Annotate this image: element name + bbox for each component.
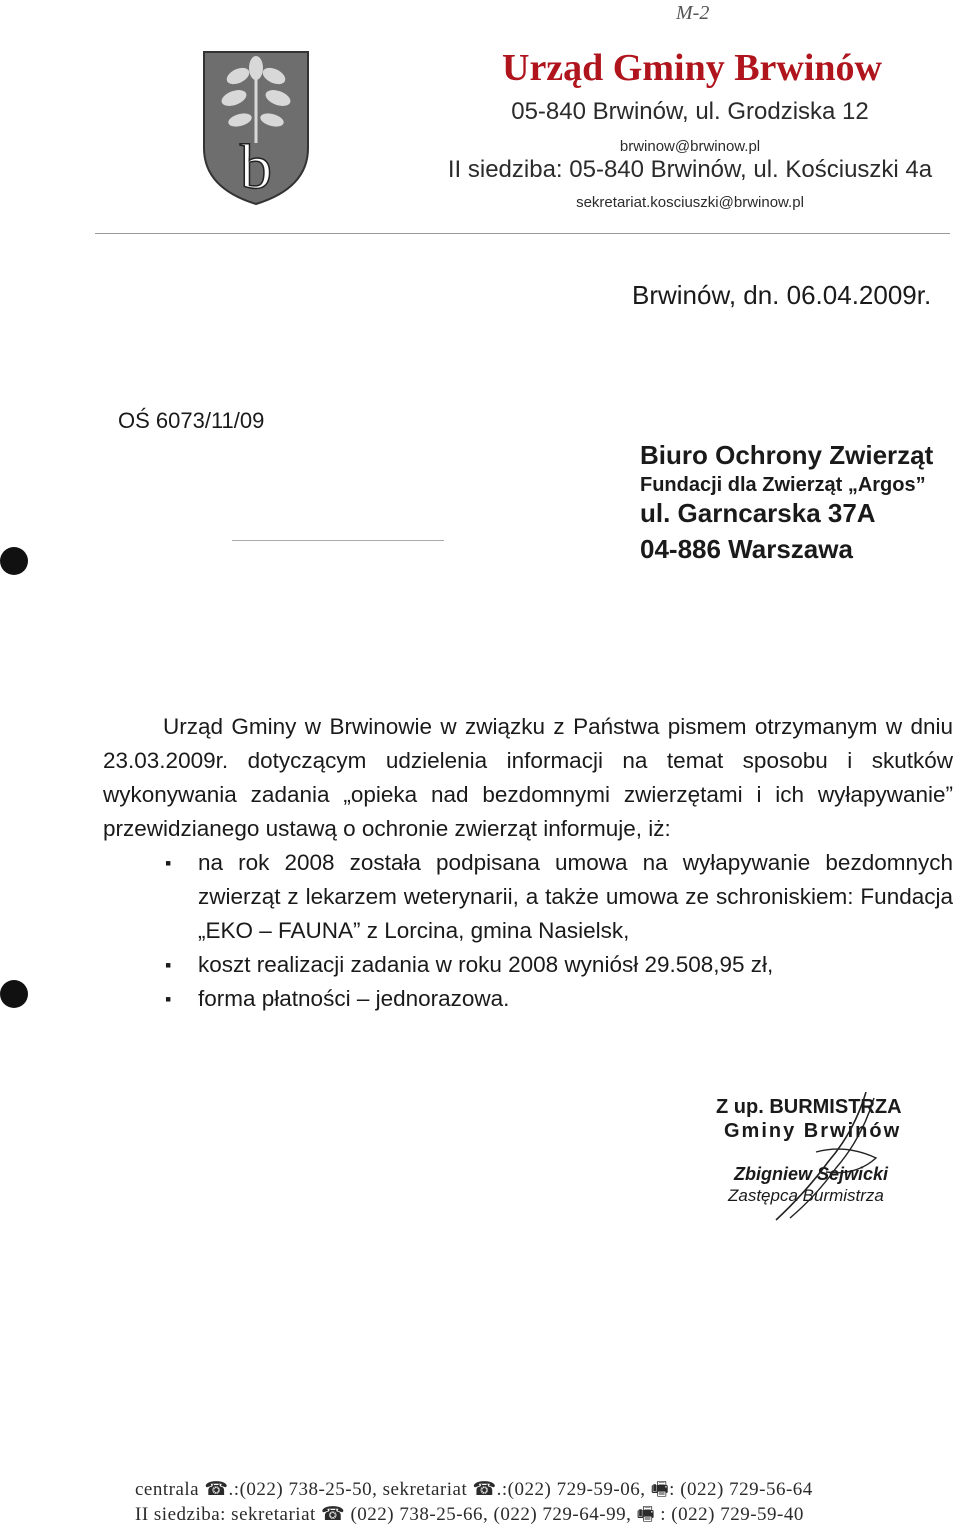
- signature-stamp: [716, 1092, 926, 1212]
- letter-date: Brwinów, dn. 06.04.2009r.: [632, 280, 932, 310]
- list-item: ▪ na rok 2008 została podpisana umowa na wyłapywanie bezdomnych zwierząt z lekarzem weterynarii, a także umowa ze schroniskiem: Fundacja „EKO – FAUNA” z Lorcina, gmina Nasielsk,: [103, 846, 953, 948]
- punch-hole: [0, 980, 28, 1008]
- office-address: 05-840 Brwinów, ul. Grodziska 12: [511, 98, 869, 125]
- office-title: Urząd Gminy Brwinów: [502, 47, 882, 89]
- list-item: ▪ koszt realizacji zadania w roku 2008 wyniósł 29.508,95 zł,: [103, 948, 953, 982]
- letter-body: [103, 710, 953, 1016]
- address-dash-line: [232, 540, 444, 541]
- recipient-line-1: Biuro Ochrony Zwierząt: [640, 440, 934, 470]
- footer-contact-line-1: centrala ☎.:(022) 738-25-50, sekretariat ☎.:(022) 729-59-06, 🖷: (022) 729-56-64: [135, 1479, 813, 1500]
- body-intro: Urząd Gminy w Brwinowie w związku z Państwa pismem otrzymanym w dniu 23.03.2009r. dotyczącym udzielenia informacji na temat sposobu i skutków wykonywania zadania „opieka nad bezdomnymi zwierzętami i ich wyłapywanie” przewidzianego ustawą o ochronie zwierząt informuje, iż:: [103, 714, 953, 841]
- recipient-line-3: ul. Garncarska 37A: [640, 498, 876, 528]
- second-seat-email: sekretariat.kosciuszki@brwinow.pl: [576, 194, 804, 211]
- svg-text:b: b: [240, 131, 272, 202]
- stamp-line-3: Zbigniew Sejwicki: [734, 1164, 889, 1184]
- stamp-line-4: Zastępca Burmistrza: [728, 1186, 884, 1205]
- municipal-crest-logo: [200, 48, 312, 208]
- office-email: brwinow@brwinow.pl: [619, 138, 761, 155]
- recipient-line-2: Fundacji dla Zwierząt „Argos”: [640, 474, 926, 496]
- stamp-line-2: Gminy Brwinów: [724, 1120, 902, 1142]
- stamp-line-1: Z up. BURMISTRZA: [716, 1096, 902, 1118]
- list-item: ▪ forma płatności – jednorazowa.: [103, 982, 953, 1016]
- recipient-line-4: 04-886 Warszawa: [640, 534, 853, 564]
- header-divider: [95, 233, 950, 234]
- reference-number: OŚ 6073/11/09: [118, 408, 265, 433]
- handwritten-signature: [716, 1092, 926, 1222]
- body-list: [103, 846, 953, 1016]
- handwritten-mark: M-2: [676, 2, 710, 24]
- punch-hole: [0, 547, 28, 575]
- second-seat-address: II siedziba: 05-840 Brwinów, ul. Kościuszki 4a: [447, 156, 933, 183]
- footer-contact-line-2: II siedziba: sekretariat ☎ (022) 738-25-66, (022) 729-64-99, 🖷 : (022) 729-59-40: [135, 1504, 804, 1525]
